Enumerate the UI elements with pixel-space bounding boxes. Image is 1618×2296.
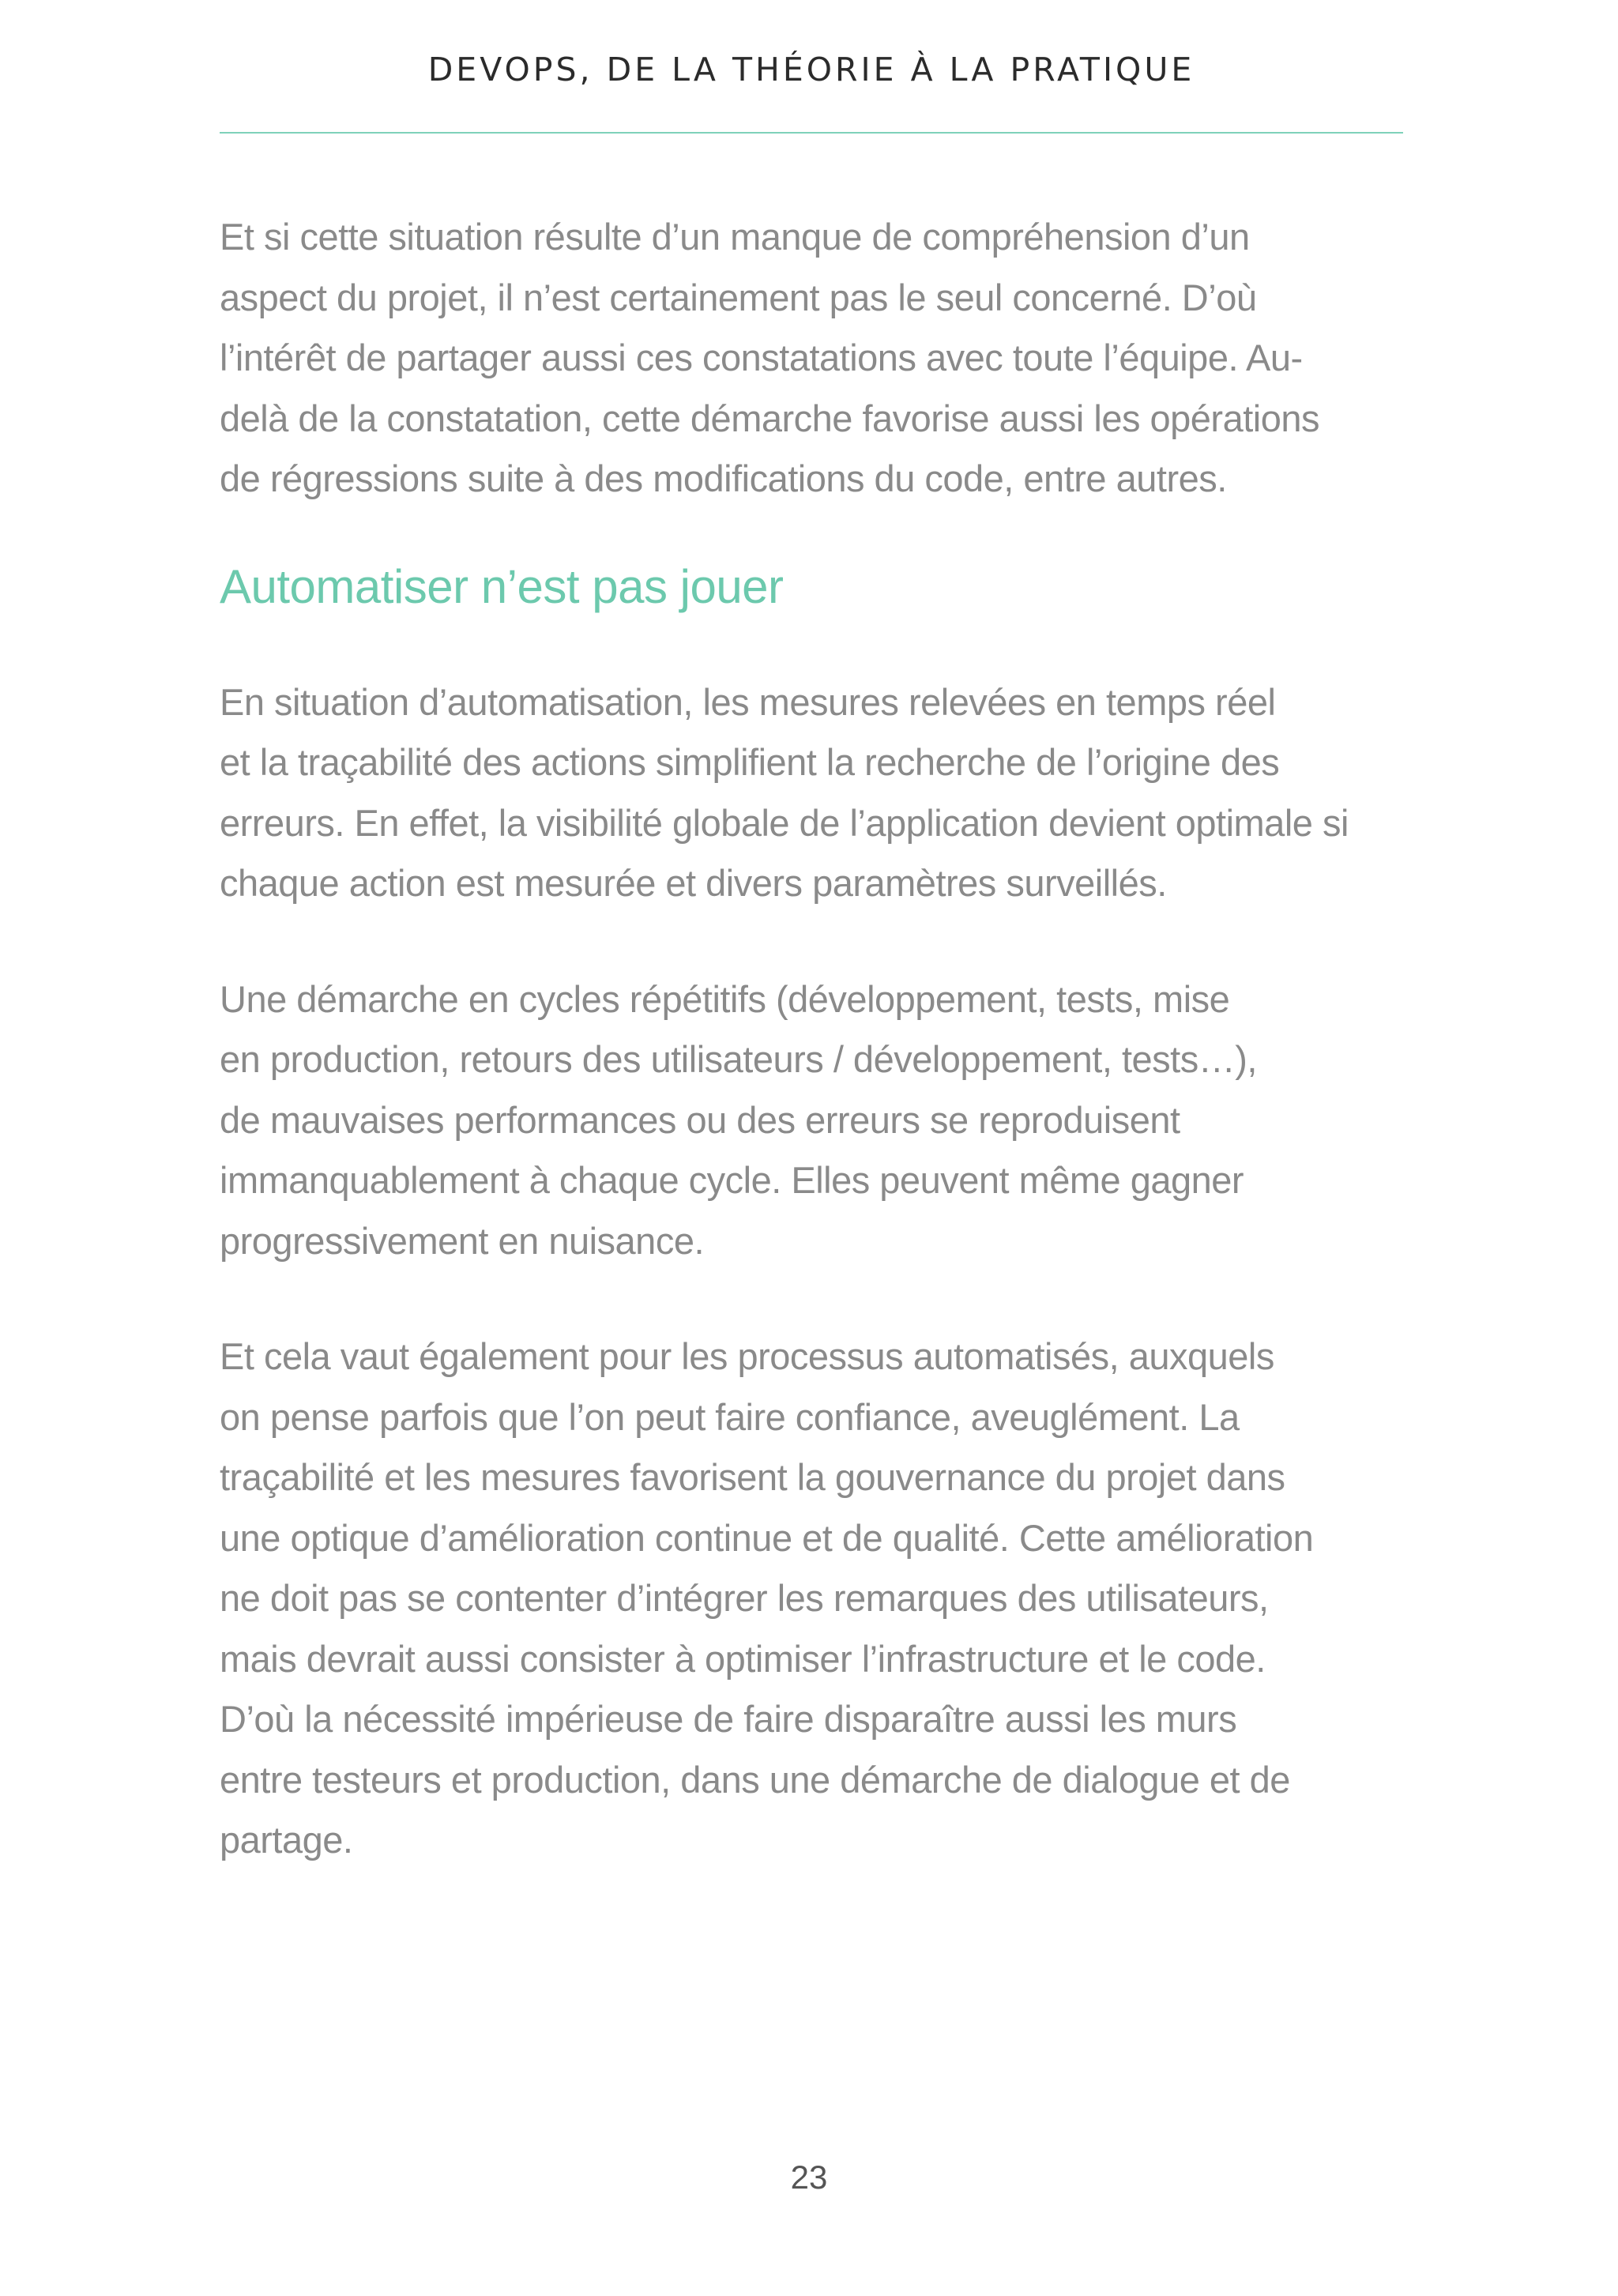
- intro-paragraph: [220, 207, 1403, 510]
- paragraph-line: partage.: [220, 1819, 353, 1861]
- paragraph-spacer: [220, 1271, 1403, 1327]
- paragraph-line: l’intérêt de partager aussi ces constatations avec toute l’équipe. Au-: [220, 337, 1303, 378]
- page-content: [220, 207, 1403, 1871]
- header-divider: [220, 132, 1403, 134]
- paragraph-line: et la traçabilité des actions simplifient la recherche de l’origine des: [220, 741, 1280, 783]
- paragraph-line: entre testeurs et production, dans une démarche de dialogue et de: [220, 1758, 1290, 1801]
- paragraph-line: traçabilité et les mesures favorisent la gouvernance du projet dans: [220, 1456, 1285, 1498]
- paragraph-governance: [220, 1327, 1403, 1871]
- paragraph-line: delà de la constatation, cette démarche favorise aussi les opérations: [220, 397, 1320, 439]
- paragraph-line: erreurs. En effet, la visibilité globale de l’application devient optimale si: [220, 801, 1349, 844]
- paragraph-spacer: [220, 914, 1403, 969]
- paragraph-line: ne doit pas se contenter d’intégrer les remarques des utilisateurs,: [220, 1577, 1269, 1619]
- paragraph-line: Et si cette situation résulte d’un manque de compréhension d’un: [220, 216, 1250, 258]
- paragraph-automation: [220, 672, 1403, 914]
- paragraph-line: En situation d’automatisation, les mesures relevées en temps réel: [220, 680, 1276, 723]
- page-number: 23: [790, 2159, 828, 2196]
- section-heading: Automatiser n’est pas jouer: [220, 559, 784, 613]
- paragraph-line: on pense parfois que l’on peut faire confiance, aveuglément. La: [220, 1395, 1240, 1438]
- paragraph-line: D’où la nécessité impérieuse de faire disparaître aussi les murs: [220, 1698, 1237, 1740]
- paragraph-line: immanquablement à chaque cycle. Elles peuvent même gagner: [220, 1159, 1244, 1201]
- paragraph-line: Une démarche en cycles répétitifs (développement, tests, mise: [220, 977, 1230, 1020]
- running-header-title: DEVOPS, DE LA THÉORIE À LA PRATIQUE: [427, 51, 1195, 88]
- paragraph-cycles: [220, 969, 1403, 1272]
- paragraph-line: mais devrait aussi consister à optimiser l’infrastructure et le code.: [220, 1637, 1266, 1680]
- paragraph-line: chaque action est mesurée et divers paramètres surveillés.: [220, 862, 1167, 904]
- paragraph-line: une optique d’amélioration continue et de qualité. Cette amélioration: [220, 1516, 1314, 1559]
- paragraph-line: de mauvaises performances ou des erreurs se reproduisent: [220, 1098, 1180, 1141]
- paragraph-line: progressivement en nuisance.: [220, 1219, 705, 1262]
- paragraph-line: aspect du projet, il n’est certainement pas le seul concerné. D’où: [220, 276, 1257, 318]
- paragraph-line: Et cela vaut également pour les processus automatisés, auxquels: [220, 1335, 1274, 1377]
- paragraph-line: en production, retours des utilisateurs / développement, tests…),: [220, 1038, 1257, 1080]
- paragraph-line: de régressions suite à des modifications du code, entre autres.: [220, 457, 1227, 499]
